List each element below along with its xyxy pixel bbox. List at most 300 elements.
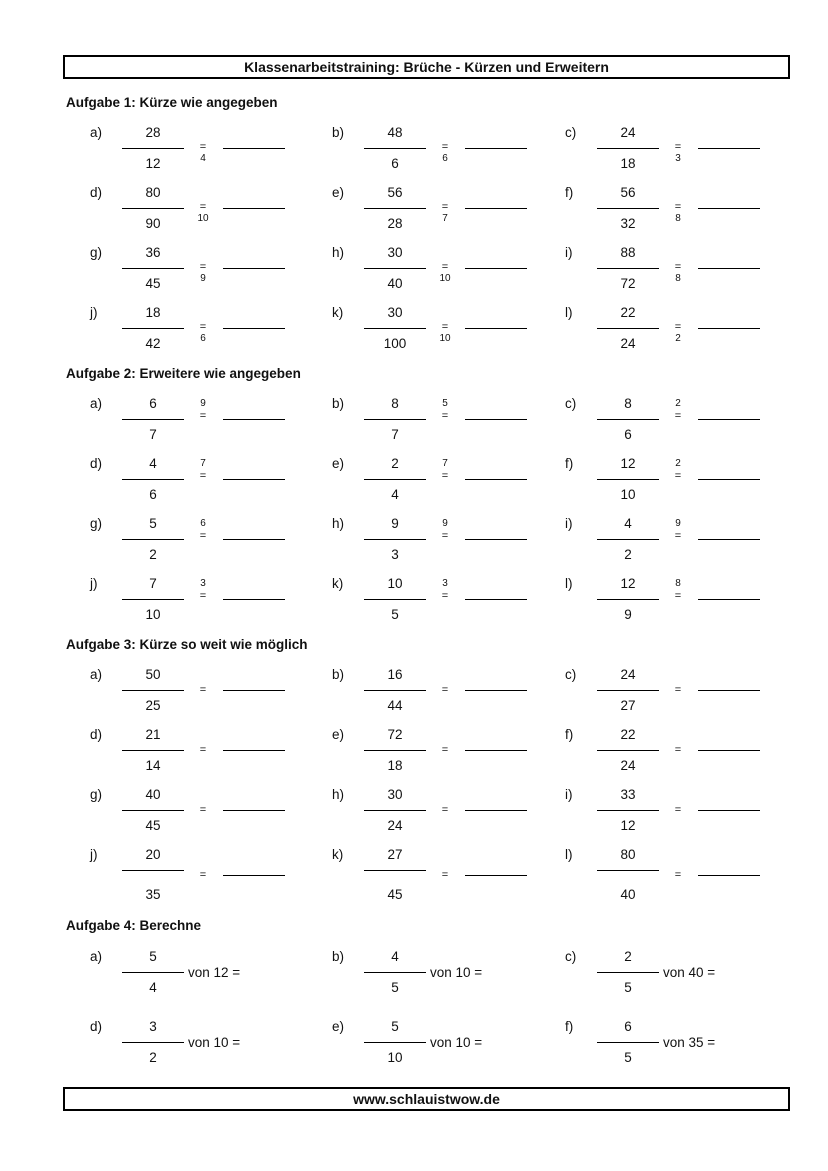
fraction-numerator: 2 [624, 949, 632, 964]
item-label: h) [332, 516, 345, 531]
item-label: a) [90, 125, 103, 140]
item-label: f) [565, 727, 574, 742]
fraction-numerator: 80 [620, 847, 636, 862]
fraction-denominator: 44 [387, 698, 403, 713]
fraction-bar [364, 1042, 426, 1043]
answer-line [698, 875, 760, 876]
fraction-denominator: 3 [391, 547, 399, 562]
fraction-numerator: 16 [387, 667, 403, 682]
reduce-factor: 6 [200, 333, 206, 344]
fraction-denominator: 32 [620, 216, 636, 231]
answer-line [223, 208, 285, 209]
item-label: g) [90, 516, 103, 531]
fraction-bar [122, 1042, 184, 1043]
footer-url: www.schlauistwow.de [63, 1087, 790, 1111]
fraction-bar [364, 690, 426, 691]
equals-sign: = [199, 141, 207, 153]
fraction-bar [122, 810, 184, 811]
fraction-numerator: 18 [145, 305, 161, 320]
equals-sign: = [441, 470, 449, 482]
answer-line [698, 599, 760, 600]
item-label: b) [332, 396, 345, 411]
expand-factor: 7 [200, 458, 206, 469]
answer-line [223, 875, 285, 876]
answer-line [698, 690, 760, 691]
fraction-denominator: 27 [620, 698, 636, 713]
fraction-denominator: 7 [149, 427, 157, 442]
item-label: i) [565, 245, 573, 260]
fraction-bar [122, 268, 184, 269]
fraction-bar [122, 328, 184, 329]
reduce-factor: 10 [439, 333, 451, 344]
fraction-denominator: 90 [145, 216, 161, 231]
equals-sign: = [199, 744, 207, 756]
answer-line [223, 479, 285, 480]
item-label: d) [90, 456, 103, 471]
expand-factor: 3 [200, 578, 206, 589]
item-label: e) [332, 456, 345, 471]
equals-sign: = [674, 410, 682, 422]
equals-sign: = [199, 869, 207, 881]
fraction-denominator: 45 [145, 276, 161, 291]
fraction-bar [364, 148, 426, 149]
equals-sign: = [199, 201, 207, 213]
fraction-denominator: 12 [145, 156, 161, 171]
exercise-item [332, 185, 572, 237]
fraction-bar [597, 750, 659, 751]
answer-line [698, 539, 760, 540]
fraction-denominator: 5 [624, 1050, 632, 1065]
fraction-denominator: 45 [387, 887, 403, 902]
fraction-bar [597, 690, 659, 691]
answer-line [698, 810, 760, 811]
fraction-denominator: 72 [620, 276, 636, 291]
exercise-item [332, 456, 572, 508]
fraction-denominator: 7 [391, 427, 399, 442]
fraction-denominator: 6 [149, 487, 157, 502]
section-title: Aufgabe 1: Kürze wie angegeben [66, 95, 278, 110]
item-label: c) [565, 125, 577, 140]
answer-line [465, 690, 527, 691]
equals-sign: = [199, 470, 207, 482]
fraction-numerator: 48 [387, 125, 403, 140]
fraction-denominator: 5 [391, 607, 399, 622]
fraction-numerator: 4 [391, 949, 399, 964]
fraction-bar [364, 419, 426, 420]
fraction-numerator: 36 [145, 245, 161, 260]
exercise-item [565, 245, 805, 297]
fraction-denominator: 5 [391, 980, 399, 995]
answer-line [223, 268, 285, 269]
expand-factor: 9 [442, 518, 448, 529]
item-label: j) [90, 576, 98, 591]
von-expression: von 10 = [430, 965, 483, 980]
fraction-numerator: 40 [145, 787, 161, 802]
exercise-item [565, 456, 805, 508]
reduce-factor: 4 [200, 153, 206, 164]
fraction-numerator: 56 [387, 185, 403, 200]
item-label: l) [565, 847, 573, 862]
fraction-denominator: 42 [145, 336, 161, 351]
reduce-factor: 9 [200, 273, 206, 284]
expand-factor: 8 [675, 578, 681, 589]
answer-line [698, 148, 760, 149]
equals-sign: = [199, 684, 207, 696]
fraction-denominator: 10 [145, 607, 161, 622]
reduce-factor: 10 [197, 213, 209, 224]
fraction-bar [122, 972, 184, 973]
answer-line [223, 148, 285, 149]
fraction-numerator: 72 [387, 727, 403, 742]
fraction-denominator: 24 [387, 818, 403, 833]
exercise-item [90, 1019, 330, 1071]
fraction-bar [122, 599, 184, 600]
von-expression: von 35 = [663, 1035, 716, 1050]
fraction-denominator: 45 [145, 818, 161, 833]
item-label: a) [90, 949, 103, 964]
exercise-item [90, 305, 330, 357]
equals-sign: = [441, 261, 449, 273]
reduce-factor: 7 [442, 213, 448, 224]
fraction-bar [364, 870, 426, 871]
expand-factor: 7 [442, 458, 448, 469]
item-label: f) [565, 456, 574, 471]
fraction-bar [597, 268, 659, 269]
item-label: d) [90, 727, 103, 742]
answer-line [223, 419, 285, 420]
exercise-item [90, 516, 330, 568]
fraction-denominator: 40 [620, 887, 636, 902]
fraction-denominator: 25 [145, 698, 161, 713]
expand-factor: 6 [200, 518, 206, 529]
fraction-denominator: 18 [620, 156, 636, 171]
fraction-bar [597, 208, 659, 209]
equals-sign: = [674, 261, 682, 273]
fraction-numerator: 10 [387, 576, 403, 591]
item-label: a) [90, 396, 103, 411]
fraction-numerator: 22 [620, 727, 636, 742]
equals-sign: = [441, 590, 449, 602]
exercise-item [565, 396, 805, 448]
fraction-numerator: 30 [387, 787, 403, 802]
fraction-numerator: 3 [149, 1019, 157, 1034]
equals-sign: = [441, 684, 449, 696]
item-label: l) [565, 305, 573, 320]
fraction-bar [122, 750, 184, 751]
von-expression: von 10 = [430, 1035, 483, 1050]
exercise-item [90, 949, 330, 1001]
exercise-item [90, 847, 330, 902]
fraction-denominator: 4 [391, 487, 399, 502]
equals-sign: = [441, 530, 449, 542]
equals-sign: = [199, 261, 207, 273]
fraction-numerator: 22 [620, 305, 636, 320]
answer-line [465, 539, 527, 540]
section-title: Aufgabe 3: Kürze so weit wie möglich [66, 637, 308, 652]
fraction-numerator: 33 [620, 787, 636, 802]
fraction-bar [364, 599, 426, 600]
exercise-item [90, 727, 330, 779]
reduce-factor: 3 [675, 153, 681, 164]
exercise-item [332, 727, 572, 779]
item-label: b) [332, 667, 345, 682]
exercise-item [565, 185, 805, 237]
expand-factor: 9 [675, 518, 681, 529]
fraction-numerator: 30 [387, 245, 403, 260]
exercise-item [565, 125, 805, 177]
item-label: i) [565, 787, 573, 802]
equals-sign: = [674, 201, 682, 213]
item-label: j) [90, 847, 98, 862]
fraction-numerator: 12 [620, 576, 636, 591]
fraction-numerator: 5 [391, 1019, 399, 1034]
answer-line [698, 750, 760, 751]
fraction-numerator: 88 [620, 245, 636, 260]
fraction-denominator: 12 [620, 818, 636, 833]
item-label: h) [332, 245, 345, 260]
answer-line [465, 750, 527, 751]
reduce-factor: 2 [675, 333, 681, 344]
equals-sign: = [199, 530, 207, 542]
fraction-denominator: 4 [149, 980, 157, 995]
fraction-bar [597, 599, 659, 600]
fraction-denominator: 10 [387, 1050, 403, 1065]
worksheet-title: Klassenarbeitstraining: Brüche - Kürzen und Erweitern [63, 55, 790, 79]
fraction-bar [597, 870, 659, 871]
item-label: c) [565, 667, 577, 682]
fraction-numerator: 6 [624, 1019, 632, 1034]
item-label: f) [565, 1019, 574, 1034]
fraction-numerator: 20 [145, 847, 161, 862]
fraction-bar [364, 268, 426, 269]
reduce-factor: 10 [439, 273, 451, 284]
item-label: k) [332, 576, 344, 591]
answer-line [223, 599, 285, 600]
fraction-bar [597, 810, 659, 811]
equals-sign: = [199, 590, 207, 602]
item-label: c) [565, 949, 577, 964]
fraction-bar [364, 810, 426, 811]
equals-sign: = [674, 684, 682, 696]
fraction-numerator: 7 [149, 576, 157, 591]
exercise-item [332, 667, 572, 719]
equals-sign: = [441, 804, 449, 816]
fraction-numerator: 4 [624, 516, 632, 531]
von-expression: von 10 = [188, 1035, 241, 1050]
reduce-factor: 8 [675, 213, 681, 224]
fraction-numerator: 24 [620, 667, 636, 682]
fraction-bar [122, 690, 184, 691]
fraction-numerator: 56 [620, 185, 636, 200]
reduce-factor: 8 [675, 273, 681, 284]
answer-line [698, 419, 760, 420]
fraction-bar [597, 148, 659, 149]
answer-line [465, 328, 527, 329]
answer-line [223, 750, 285, 751]
item-label: g) [90, 245, 103, 260]
fraction-denominator: 10 [620, 487, 636, 502]
exercise-item [90, 125, 330, 177]
equals-sign: = [674, 470, 682, 482]
exercise-item [565, 787, 805, 839]
expand-factor: 5 [442, 398, 448, 409]
exercise-item [90, 456, 330, 508]
exercise-item [332, 305, 572, 357]
fraction-numerator: 6 [149, 396, 157, 411]
item-label: c) [565, 396, 577, 411]
item-label: b) [332, 949, 345, 964]
equals-sign: = [441, 410, 449, 422]
answer-line [698, 328, 760, 329]
exercise-item [332, 576, 572, 628]
exercise-item [90, 787, 330, 839]
exercise-item [90, 396, 330, 448]
equals-sign: = [199, 410, 207, 422]
answer-line [698, 208, 760, 209]
item-label: e) [332, 1019, 345, 1034]
equals-sign: = [441, 141, 449, 153]
exercise-item [332, 787, 572, 839]
exercise-item [565, 516, 805, 568]
answer-line [465, 599, 527, 600]
fraction-numerator: 30 [387, 305, 403, 320]
answer-line [223, 810, 285, 811]
fraction-denominator: 5 [624, 980, 632, 995]
answer-line [465, 268, 527, 269]
item-label: e) [332, 727, 345, 742]
exercise-item [332, 125, 572, 177]
exercise-item [565, 847, 805, 902]
expand-factor: 2 [675, 458, 681, 469]
fraction-denominator: 18 [387, 758, 403, 773]
item-label: h) [332, 787, 345, 802]
exercise-item [565, 667, 805, 719]
fraction-numerator: 50 [145, 667, 161, 682]
fraction-bar [364, 479, 426, 480]
exercise-item [332, 245, 572, 297]
answer-line [465, 810, 527, 811]
equals-sign: = [441, 869, 449, 881]
von-expression: von 12 = [188, 965, 241, 980]
equals-sign: = [199, 321, 207, 333]
exercise-item [90, 576, 330, 628]
fraction-numerator: 27 [387, 847, 403, 862]
equals-sign: = [674, 321, 682, 333]
fraction-numerator: 80 [145, 185, 161, 200]
fraction-denominator: 28 [387, 216, 403, 231]
fraction-numerator: 8 [624, 396, 632, 411]
fraction-denominator: 14 [145, 758, 161, 773]
fraction-denominator: 6 [391, 156, 399, 171]
answer-line [698, 268, 760, 269]
answer-line [465, 148, 527, 149]
fraction-bar [364, 750, 426, 751]
equals-sign: = [674, 804, 682, 816]
fraction-denominator: 9 [624, 607, 632, 622]
exercise-item [90, 667, 330, 719]
exercise-item [332, 949, 572, 1001]
fraction-denominator: 24 [620, 758, 636, 773]
equals-sign: = [441, 744, 449, 756]
fraction-denominator: 24 [620, 336, 636, 351]
exercise-item [332, 1019, 572, 1071]
exercise-item [332, 847, 572, 902]
fraction-numerator: 2 [391, 456, 399, 471]
fraction-bar [597, 479, 659, 480]
fraction-bar [597, 419, 659, 420]
fraction-bar [597, 328, 659, 329]
exercise-item [565, 1019, 805, 1071]
answer-line [465, 419, 527, 420]
fraction-bar [364, 972, 426, 973]
exercise-item [90, 185, 330, 237]
answer-line [223, 328, 285, 329]
item-label: d) [90, 1019, 103, 1034]
fraction-numerator: 24 [620, 125, 636, 140]
item-label: a) [90, 667, 103, 682]
exercise-item [332, 516, 572, 568]
equals-sign: = [674, 744, 682, 756]
fraction-bar [364, 208, 426, 209]
exercise-item [565, 949, 805, 1001]
answer-line [465, 208, 527, 209]
fraction-numerator: 8 [391, 396, 399, 411]
fraction-bar [122, 208, 184, 209]
fraction-bar [122, 870, 184, 871]
answer-line [465, 479, 527, 480]
fraction-numerator: 5 [149, 516, 157, 531]
fraction-numerator: 28 [145, 125, 161, 140]
fraction-bar [122, 419, 184, 420]
fraction-numerator: 21 [145, 727, 161, 742]
answer-line [698, 479, 760, 480]
item-label: f) [565, 185, 574, 200]
fraction-numerator: 12 [620, 456, 636, 471]
fraction-bar [122, 539, 184, 540]
equals-sign: = [674, 590, 682, 602]
fraction-numerator: 9 [391, 516, 399, 531]
expand-factor: 9 [200, 398, 206, 409]
fraction-denominator: 2 [149, 1050, 157, 1065]
fraction-bar [122, 148, 184, 149]
exercise-item [565, 305, 805, 357]
answer-line [223, 690, 285, 691]
exercise-item [565, 727, 805, 779]
fraction-denominator: 100 [383, 336, 407, 351]
answer-line [223, 539, 285, 540]
exercise-item [90, 245, 330, 297]
von-expression: von 40 = [663, 965, 716, 980]
section-title: Aufgabe 4: Berechne [66, 918, 202, 933]
fraction-numerator: 5 [149, 949, 157, 964]
exercise-item [332, 396, 572, 448]
equals-sign: = [674, 869, 682, 881]
exercise-item [565, 576, 805, 628]
fraction-bar [122, 479, 184, 480]
fraction-denominator: 2 [149, 547, 157, 562]
item-label: k) [332, 305, 344, 320]
fraction-bar [597, 539, 659, 540]
equals-sign: = [674, 141, 682, 153]
fraction-denominator: 2 [624, 547, 632, 562]
item-label: i) [565, 516, 573, 531]
item-label: b) [332, 125, 345, 140]
fraction-denominator: 35 [145, 887, 161, 902]
fraction-bar [364, 328, 426, 329]
fraction-bar [364, 539, 426, 540]
answer-line [465, 875, 527, 876]
fraction-bar [597, 972, 659, 973]
